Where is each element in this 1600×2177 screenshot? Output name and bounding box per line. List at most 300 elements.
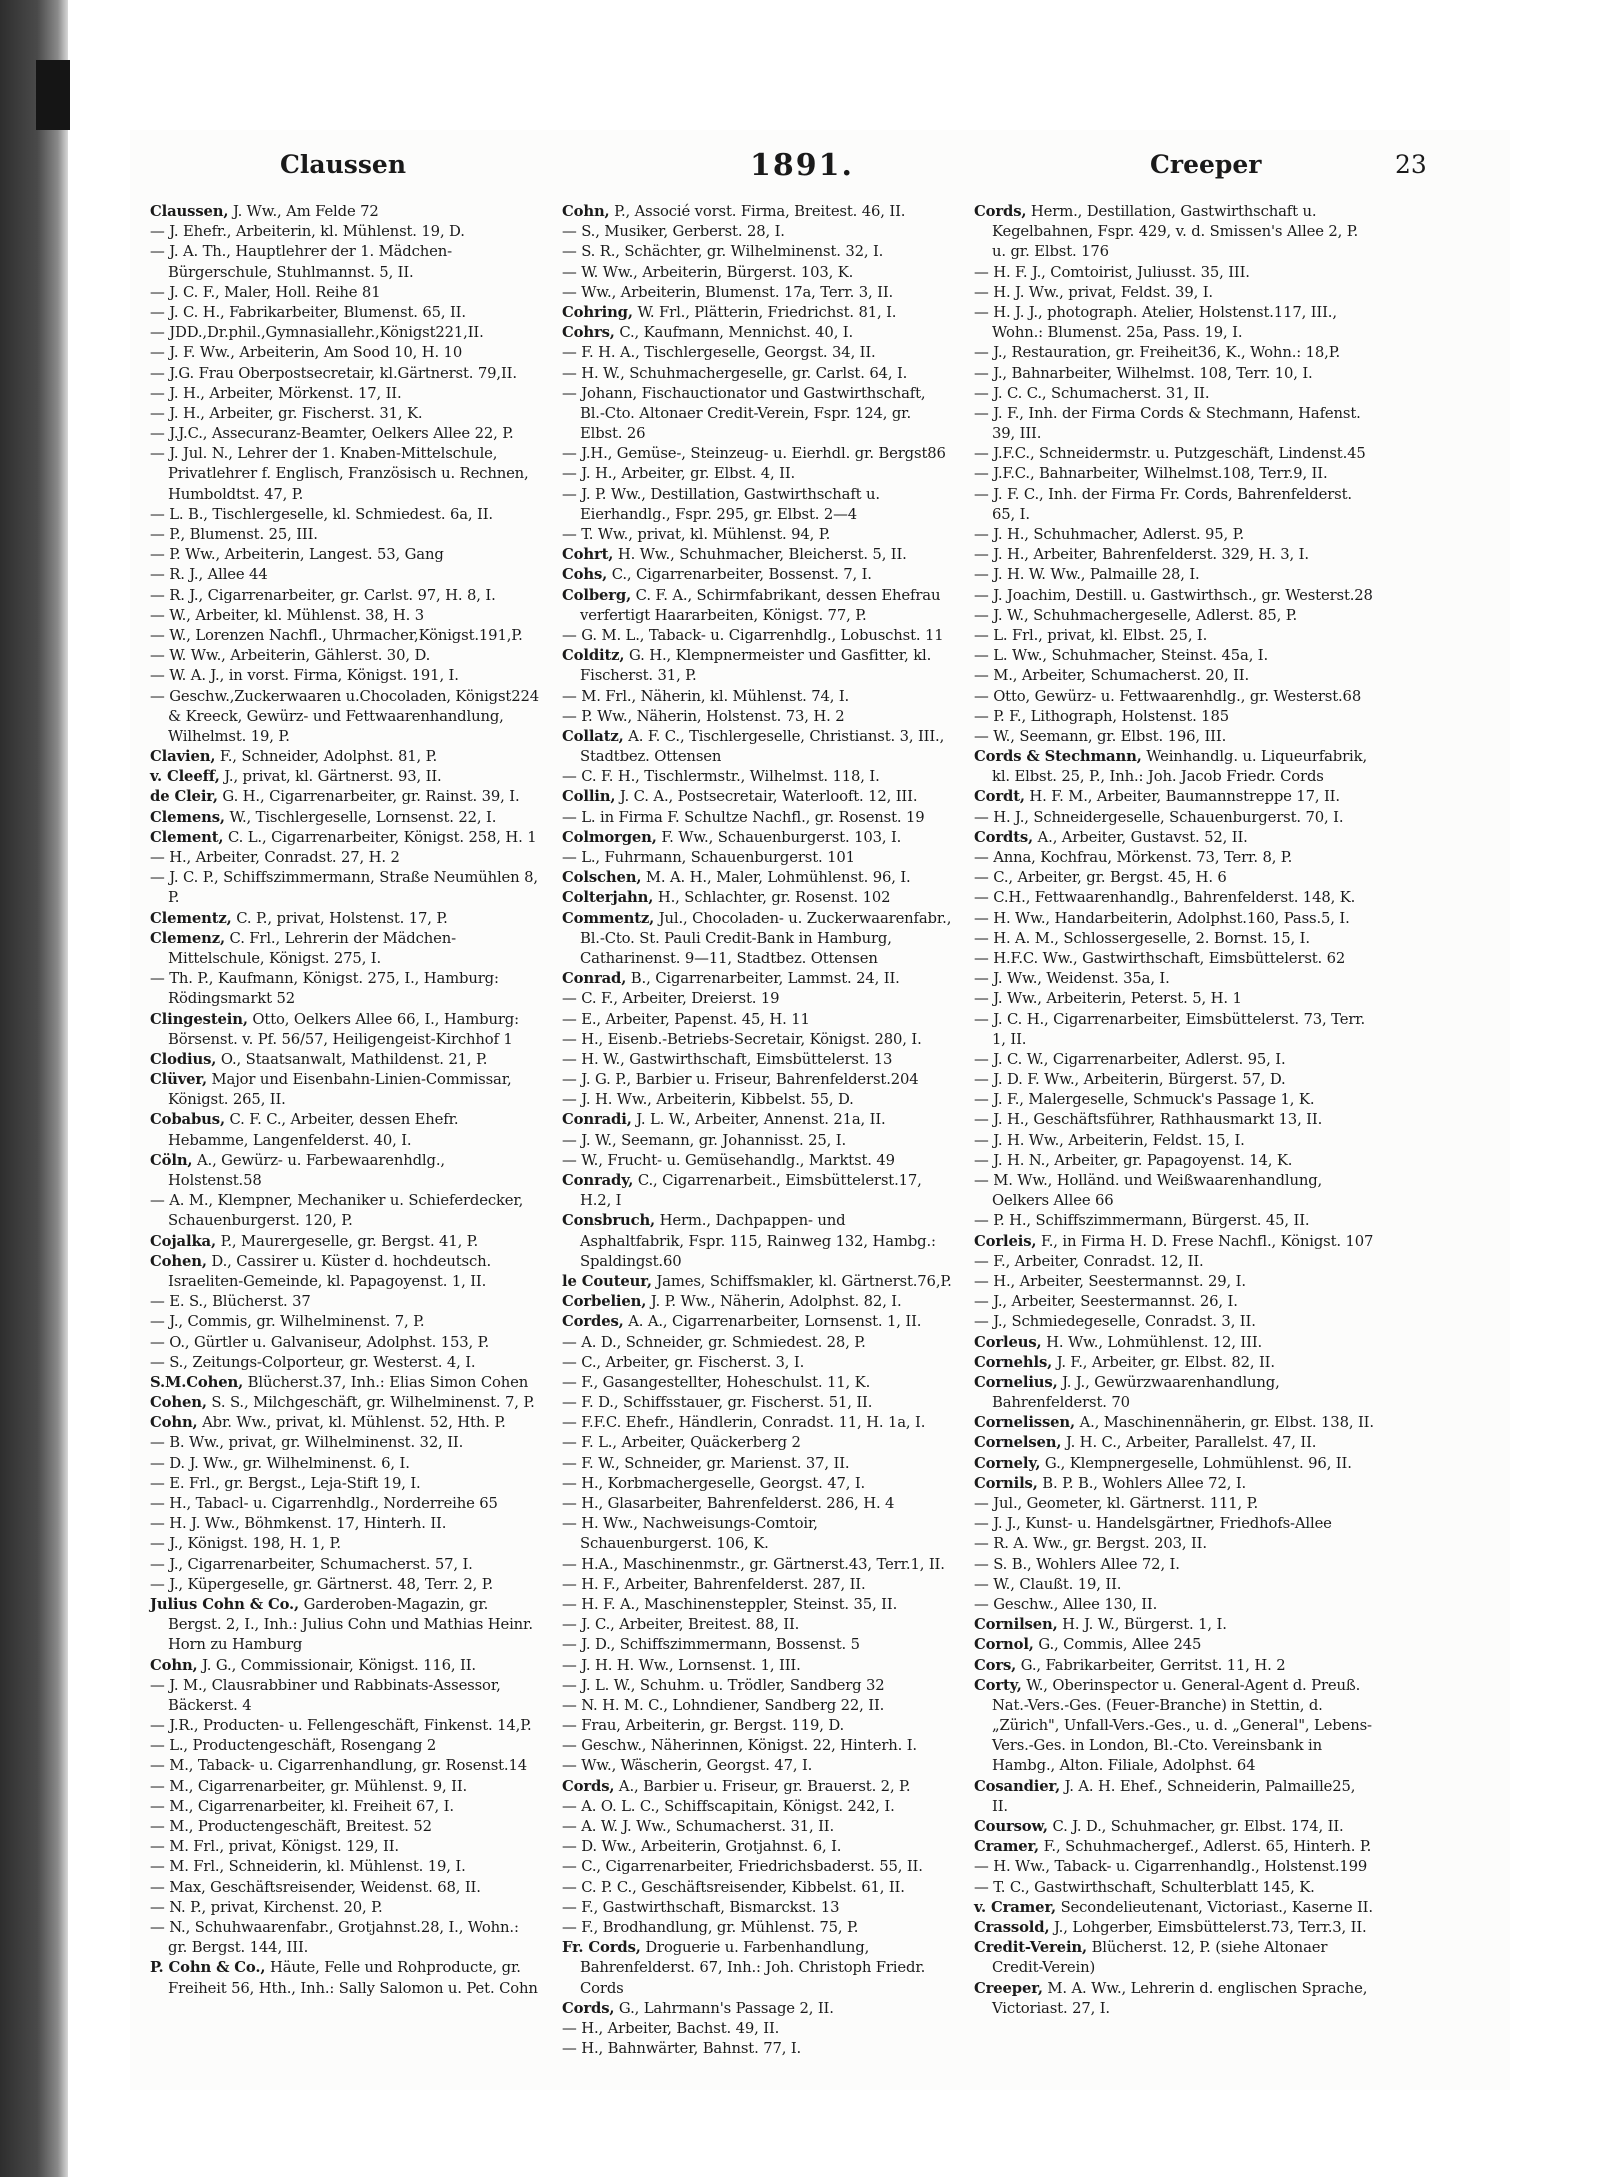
directory-entry — [150, 1676, 540, 1716]
directory-entry — [974, 283, 1374, 303]
entry-name: Cors, — [974, 1656, 1017, 1674]
entry-text: A., Gewürz- u. Farbewaarenhdlg., Holstenst.58 — [168, 1151, 445, 1189]
entry-text: — W., Frucht- u. Gemüsehandlg., Marktst. 49 — [562, 1151, 895, 1169]
directory-entry — [562, 222, 952, 242]
entry-text: — Geschw., Allee 130, II. — [974, 1595, 1158, 1613]
entry-text: — L. Frl., privat, kl. Elbst. 25, I. — [974, 626, 1208, 644]
directory-entry — [150, 1777, 540, 1797]
entry-text: — J. W., Schuhmachergeselle, Adlerst. 85, P. — [974, 606, 1298, 624]
directory-entry — [150, 1413, 540, 1433]
directory-entry — [974, 1413, 1374, 1433]
entry-text: G., Lahrmann's Passage 2, II. — [614, 1999, 834, 2017]
entry-text: — J. H., Arbeiter, gr. Elbst. 4, II. — [562, 465, 796, 483]
directory-entry — [974, 1979, 1374, 2019]
entry-text: G., Fabrikarbeiter, Gerritst. 11, H. 2 — [1016, 1656, 1286, 1674]
directory-entry — [150, 1555, 540, 1575]
entry-text: — A. M., Klempner, Mechaniker u. Schieferdecker, Schauenburgerst. 120, P. — [150, 1192, 524, 1230]
directory-entry — [974, 1534, 1374, 1554]
entry-name: Coursow, — [974, 1818, 1048, 1835]
entry-text: — Ww., Wäscherin, Georgst. 47, I. — [562, 1757, 813, 1775]
entry-text: — J. M., Clausrabbiner und Rabbinats-Assessor, Bäckerst. 4 — [150, 1676, 501, 1714]
directory-entry — [562, 1575, 952, 1595]
directory-entry — [974, 666, 1374, 686]
directory-entry — [562, 1696, 952, 1716]
entry-text: — H. A. M., Schlossergeselle, 2. Bornst. 15, I. — [974, 929, 1310, 947]
entry-text: — J. Ww., Weidenst. 35a, I. — [974, 970, 1170, 988]
entry-text: — Th. P., Kaufmann, Königst. 275, I., Hamburg: Rödingsmarkt 52 — [150, 970, 499, 1008]
entry-text: — J., Commis, gr. Wilhelminenst. 7, P. — [150, 1313, 425, 1331]
directory-entry — [150, 1110, 540, 1150]
directory-entry — [562, 1797, 952, 1817]
entry-text: — J. D. F. Ww., Arbeiterin, Bürgerst. 57, D. — [974, 1071, 1286, 1089]
entry-text: — Frau, Arbeiterin, gr. Bergst. 119, D. — [562, 1717, 845, 1735]
directory-entry — [150, 1918, 540, 1958]
directory-entry — [974, 1494, 1374, 1514]
directory-entry — [562, 1272, 952, 1292]
directory-entry — [974, 545, 1374, 565]
directory-entry — [150, 343, 540, 363]
entry-name: Cornilsen, — [974, 1616, 1058, 1634]
directory-entry — [150, 1656, 540, 1676]
directory-entry — [974, 606, 1374, 626]
entry-text: — Geschw.,Zuckerwaaren u.Chocoladen, Königst224 & Kreeck, Gewürz- und Fettwaarenhandlung, Wilhelmst. 19, P. — [150, 687, 540, 745]
entry-text: C. P., privat, Holstenst. 17, P. — [231, 909, 448, 927]
directory-entry — [974, 888, 1374, 908]
directory-entry — [150, 222, 540, 242]
entry-name: Cojalka, — [150, 1232, 217, 1250]
entry-text: — Jul., Geometer, kl. Gärtnerst. 111, P. — [974, 1495, 1259, 1512]
entry-text: — P. F., Lithograph, Holstenst. 185 — [974, 707, 1229, 725]
directory-entry — [150, 424, 540, 444]
entry-text: Blücherst.37, Inh.: Elias Simon Cohen — [243, 1373, 529, 1391]
directory-entry — [150, 929, 540, 969]
entry-name: Clüver, — [150, 1071, 207, 1089]
directory-entry — [562, 1151, 952, 1171]
entry-text: — J. Jul. N., Lehrer der 1. Knaben-Mittelschule, Privatlehrer f. Englisch, Französisch u. Rechnen, Humboldtst. 47, P. — [150, 445, 529, 503]
entry-name: Cordes, — [562, 1313, 624, 1331]
directory-entry — [562, 1413, 952, 1433]
entry-text: — J. H. W. Ww., Palmaille 28, I. — [974, 566, 1200, 584]
entry-text: — J. F., Inh. der Firma Cords & Stechmann, Hafenst. 39, III. — [974, 404, 1361, 443]
directory-entry — [562, 1494, 952, 1514]
entry-text: F., Schuhmachergef., Adlerst. 65, Hinterh. P. — [1039, 1838, 1372, 1856]
entry-text: Major und Eisenbahn-Linien-Commissar, Königst. 265, II. — [168, 1071, 512, 1109]
entry-text: J. C. A., Postsecretair, Waterlooft. 12, III. — [615, 788, 918, 806]
directory-entry — [974, 1817, 1374, 1837]
entry-text: H. Ww., Lohmühlenst. 12, III. — [1041, 1333, 1263, 1351]
directory-entry — [974, 1353, 1374, 1373]
directory-entry — [974, 404, 1374, 444]
entry-text: D., Cassirer u. Küster d. hochdeutsch. Israeliten-Gemeinde, kl. Papagoyenst. 1, II. — [168, 1252, 492, 1290]
entry-text: — W., Seemann, gr. Elbst. 196, III. — [974, 727, 1227, 745]
entry-name: Clementz, — [150, 909, 232, 927]
directory-entry — [562, 848, 952, 868]
entry-name: Cohring, — [562, 303, 633, 321]
entry-name: Credit-Verein, — [974, 1939, 1088, 1957]
entry-text: — F. H. A., Tischlergeselle, Georgst. 34, II. — [562, 344, 876, 362]
directory-entry — [974, 1050, 1374, 1070]
directory-entry — [974, 1635, 1374, 1655]
entry-name: Corleis, — [974, 1232, 1037, 1250]
entry-name: Cramer, — [974, 1838, 1040, 1856]
entry-text: — M., Cigarrenarbeiter, kl. Freiheit 67, I. — [150, 1797, 454, 1815]
entry-text: — J. C. W., Cigarrenarbeiter, Adlerst. 95, I. — [974, 1050, 1286, 1068]
entry-text: — P. Ww., Arbeiterin, Langest. 53, Gang — [150, 546, 444, 564]
entry-text: — W. Ww., Arbeiterin, Bürgerst. 103, K. — [562, 263, 854, 281]
entry-text: W., Oberinspector u. General-Agent d. Preuß. Nat.-Vers.-Ges. (Feuer-Branche) in Stettin, d. „Zürich", Unfall-Vers.-Ges., u. d. „General", Lebens-Vers.-Ges. in London, Bl.-Cto. Vereinsbank in Hambg., Alton. Filiale, Adolphst. 64 — [992, 1676, 1372, 1775]
entry-text: — J. L. W., Schuhm. u. Trödler, Sandberg 32 — [562, 1676, 885, 1694]
directory-entry — [974, 949, 1374, 969]
directory-entry — [562, 1736, 952, 1756]
entry-name: Cornelsen, — [974, 1434, 1062, 1452]
directory-entry — [150, 666, 540, 686]
directory-entry — [150, 1312, 540, 1332]
entry-name: Clement, — [150, 828, 224, 846]
directory-entry — [974, 909, 1374, 929]
entry-text: C. Frl., Lehrerin der Mädchen-Mittelschule, Königst. 275, I. — [168, 929, 456, 967]
entry-text: — H. Ww., Nachweisungs-Comtoir, Schauenburgerst. 106, K. — [562, 1515, 818, 1553]
column-3 — [974, 202, 1374, 2019]
directory-entry — [562, 1070, 952, 1090]
directory-entry — [974, 1575, 1374, 1595]
entry-name: Cobabus, — [150, 1111, 225, 1129]
directory-entry — [150, 1514, 540, 1534]
entry-text: Jul., Chocoladen- u. Zuckerwaarenfabr., Bl.-Cto. St. Pauli Credit-Bank in Hamburg, Catharinenst. 9—11, Stadtbez. Ottensen — [580, 909, 952, 967]
entry-text: — M., Productengeschäft, Breitest. 52 — [150, 1818, 432, 1835]
directory-entry — [974, 525, 1374, 545]
directory-entry — [562, 1050, 952, 1070]
directory-entry — [562, 707, 952, 727]
entry-name: Crassold, — [974, 1918, 1050, 1936]
entry-text: A. F. C., Tischlergeselle, Christianst. 3, III., Stadtbez. Ottensen — [580, 727, 945, 766]
directory-entry — [974, 565, 1374, 585]
entry-text: — M., Arbeiter, Schumacherst. 20, II. — [974, 667, 1250, 685]
directory-entry — [150, 202, 540, 222]
directory-entry — [150, 1898, 540, 1918]
directory-entry — [150, 1333, 540, 1353]
directory-entry — [562, 727, 952, 767]
entry-name: Creeper, — [974, 1979, 1043, 1997]
directory-entry — [562, 1010, 952, 1030]
entry-text: — M. Ww., Holländ. und Weißwaarenhandlung, Oelkers Allee 66 — [974, 1172, 1323, 1210]
directory-entry — [150, 303, 540, 323]
directory-entry — [974, 727, 1374, 747]
entry-name: de Cleir, — [150, 788, 218, 806]
entry-text: — S. B., Wohlers Allee 72, I. — [974, 1555, 1180, 1573]
directory-entry — [562, 1393, 952, 1413]
entry-text: B., Cigarrenarbeiter, Lammst. 24, II. — [626, 970, 900, 988]
page-header — [150, 150, 1480, 190]
entry-text: — H. Ww., Handarbeiterin, Adolphst.160, Pass.5, I. — [974, 909, 1350, 927]
directory-entry — [562, 464, 952, 484]
entry-name: Clingestein, — [150, 1010, 248, 1028]
entry-name: Conrad, — [562, 970, 627, 988]
entry-name: Cohs, — [562, 566, 608, 584]
directory-entry — [150, 1575, 540, 1595]
directory-entry — [562, 969, 952, 989]
entry-text: — J. C. P., Schiffszimmermann, Straße Neumühlen 8, P. — [150, 869, 538, 907]
directory-entry — [150, 323, 540, 343]
directory-entry — [150, 404, 540, 424]
entry-text: — J. J., Kunst- u. Handelsgärtner, Friedhofs-Allee — [974, 1515, 1332, 1533]
directory-entry — [974, 1938, 1374, 1978]
entry-name: Cords, — [974, 203, 1027, 220]
directory-entry — [562, 384, 952, 445]
entry-name: Cords & Stechmann, — [974, 748, 1142, 766]
directory-entry — [562, 364, 952, 384]
entry-name: Colterjahn, — [562, 889, 654, 907]
directory-entry — [562, 1716, 952, 1736]
entry-name: Corty, — [974, 1676, 1022, 1694]
entry-text: — M. Frl., Schneiderin, kl. Mühlenst. 19, I. — [150, 1858, 466, 1876]
entry-text: — J.J.C., Assecuranz-Beamter, Oelkers Allee 22, P. — [150, 425, 514, 443]
directory-entry — [150, 283, 540, 303]
entry-text: — O., Gürtler u. Galvaniseur, Adolphst. 153, P. — [150, 1333, 490, 1351]
directory-entry — [974, 202, 1374, 263]
entry-text: — W., Lorenzen Nachfl., Uhrmacher,Königst.191,P. — [150, 626, 523, 644]
entry-text: — J. F., Malergeselle, Schmuck's Passage 1, K. — [974, 1091, 1315, 1109]
entry-text: — C. F., Arbeiter, Dreierst. 19 — [562, 990, 780, 1008]
entry-text: — E., Arbeiter, Papenst. 45, H. 11 — [562, 1010, 810, 1028]
entry-text: — JDD.,Dr.phil.,Gymnasiallehr.,Königst221,II. — [150, 324, 484, 342]
entry-name: Collatz, — [562, 727, 624, 745]
entry-text: — N. H. M. C., Lohndiener, Sandberg 22, II. — [562, 1696, 885, 1714]
column-2 — [562, 202, 952, 2059]
directory-entry — [974, 1333, 1374, 1353]
entry-text: — H. W., Gastwirthschaft, Eimsbüttelerst. 13 — [562, 1050, 893, 1068]
entry-name: Cohrt, — [562, 546, 614, 564]
entry-text: — T. C., Gastwirthschaft, Schulterblatt 145, K. — [974, 1878, 1315, 1896]
directory-entry — [562, 787, 952, 807]
entry-text: H., Schlachter, gr. Rosenst. 102 — [653, 889, 891, 907]
directory-entry — [974, 969, 1374, 989]
directory-entry — [562, 1030, 952, 1050]
entry-text: — F. D., Schiffsstauer, gr. Fischerst. 51, II. — [562, 1394, 873, 1412]
entry-text: — H., Glasarbeiter, Bahrenfelderst. 286, H. 4 — [562, 1495, 895, 1512]
directory-entry — [562, 1171, 952, 1211]
entry-text: — J. C., Arbeiter, Breitest. 88, II. — [562, 1616, 800, 1634]
directory-entry — [150, 808, 540, 828]
entry-text: — P. Ww., Näherin, Holstenst. 73, H. 2 — [562, 707, 845, 725]
directory-entry — [150, 505, 540, 525]
entry-text: — H. F. J., Comtoirist, Juliusst. 35, III. — [974, 263, 1250, 281]
directory-entry — [562, 1110, 952, 1130]
entry-text: — J., Schmiedegeselle, Conradst. 3, II. — [974, 1313, 1256, 1331]
directory-entry — [150, 444, 540, 505]
directory-entry — [562, 1656, 952, 1676]
directory-entry — [562, 1474, 952, 1494]
directory-entry — [562, 1635, 952, 1655]
directory-entry — [150, 1292, 540, 1312]
entry-text: — C.H., Fettwaarenhandlg., Bahrenfelderst. 148, K. — [974, 889, 1356, 907]
directory-entry — [150, 1433, 540, 1453]
entry-text: — F. L., Arbeiter, Quäckerberg 2 — [562, 1434, 801, 1452]
entry-text: — H.A., Maschinenmstr., gr. Gärtnerst.43, Terr.1, II. — [562, 1555, 945, 1573]
entry-text: Otto, Oelkers Allee 66, I., Hamburg: Börsenst. v. Pf. 56/57, Heiligengeist-Kirchhof 1 — [168, 1010, 519, 1048]
directory-entry — [562, 1131, 952, 1151]
directory-entry — [150, 1010, 540, 1050]
directory-entry — [562, 1353, 952, 1373]
directory-entry — [974, 364, 1374, 384]
directory-entry — [150, 909, 540, 929]
directory-entry — [974, 1615, 1374, 1635]
directory-entry — [150, 1736, 540, 1756]
entry-text: — H. J., Schneidergeselle, Schauenburgerst. 70, I. — [974, 808, 1344, 826]
entry-text: H. F. M., Arbeiter, Baumannstreppe 17, II. — [1024, 788, 1340, 806]
entry-text: — M., Cigarrenarbeiter, gr. Mühlenst. 9, II. — [150, 1777, 468, 1795]
entry-text: — J. H., Arbeiter, gr. Fischerst. 31, K. — [150, 404, 423, 422]
entry-text: — J. H., Schuhmacher, Adlerst. 95, P. — [974, 526, 1245, 543]
directory-entry — [562, 1595, 952, 1615]
directory-entry — [150, 1232, 540, 1252]
directory-entry — [150, 1716, 540, 1736]
directory-entry — [562, 1938, 952, 1999]
directory-entry — [974, 989, 1374, 1009]
entry-text: — L., Productengeschäft, Rosengang 2 — [150, 1737, 437, 1755]
entry-text: F., Schneider, Adolphst. 81, P. — [215, 748, 438, 766]
entry-text: — J., Bahnarbeiter, Wilhelmst. 108, Terr. 10, I. — [974, 364, 1313, 382]
entry-text: — J. H. Ww., Arbeiterin, Kibbelst. 55, D. — [562, 1091, 854, 1109]
directory-entry — [974, 1433, 1374, 1453]
directory-entry — [974, 1898, 1374, 1918]
directory-entry — [974, 1454, 1374, 1474]
entry-text: — J. H., Arbeiter, Mörkenst. 17, II. — [150, 384, 402, 402]
scan-edge — [0, 0, 68, 2177]
entry-text: — L. in Firma F. Schultze Nachfl., gr. Rosenst. 19 — [562, 808, 925, 826]
directory-entry — [562, 485, 952, 525]
entry-text: C. L., Cigarrenarbeiter, Königst. 258, H. 1 — [223, 828, 537, 846]
directory-entry — [974, 1595, 1374, 1615]
directory-entry — [974, 1151, 1374, 1171]
entry-text: — S., Zeitungs-Colporteur, gr. Westerst. 4, I. — [150, 1353, 476, 1371]
entry-text: J. G., Commissionair, Königst. 116, II. — [197, 1656, 476, 1674]
directory-entry — [150, 1454, 540, 1474]
directory-entry — [974, 1312, 1374, 1332]
entry-name: Fr. Cords, — [562, 1939, 641, 1957]
directory-entry — [974, 1252, 1374, 1272]
header-left-word: Claussen — [280, 150, 407, 179]
entry-text: — C. P. C., Geschäftsreisender, Kibbelst. 61, II. — [562, 1878, 905, 1896]
directory-entry — [974, 1232, 1374, 1252]
entry-text: — J. H., Arbeiter, Bahrenfelderst. 329, H. 3, I. — [974, 546, 1309, 564]
entry-text: — R. A. Ww., gr. Bergst. 203, II. — [974, 1535, 1207, 1553]
entry-text: — H. Ww., Taback- u. Cigarrenhandlg., Holstenst.199 — [974, 1858, 1368, 1876]
entry-text: — F., Brodhandlung, gr. Mühlenst. 75, P. — [562, 1918, 859, 1936]
entry-text: W. Frl., Plätterin, Friedrichst. 81, I. — [632, 303, 897, 321]
entry-text: — J.F.C., Bahnarbeiter, Wilhelmst.108, Terr.9, II. — [974, 465, 1328, 483]
directory-entry — [974, 1110, 1374, 1130]
directory-entry — [562, 1333, 952, 1353]
directory-entry — [974, 1474, 1374, 1494]
directory-entry — [562, 1373, 952, 1393]
directory-entry — [974, 707, 1374, 727]
directory-entry — [150, 586, 540, 606]
entry-text: J. H. C., Arbeiter, Parallelst. 47, II. — [1061, 1434, 1317, 1452]
entry-text: — H. F., Arbeiter, Bahrenfelderst. 287, II. — [562, 1575, 866, 1593]
directory-entry — [562, 626, 952, 646]
directory-entry — [562, 202, 952, 222]
entry-text: — H. F. A., Maschinensteppler, Steinst. 35, II. — [562, 1595, 898, 1613]
entry-text: — M., Taback- u. Cigarrenhandlung, gr. Rosenst.14 — [150, 1757, 528, 1775]
entry-text: — J. Ww., Arbeiterin, Peterst. 5, H. 1 — [974, 990, 1242, 1008]
directory-entry — [562, 263, 952, 283]
entry-text: James, Schiffsmakler, kl. Gärtnerst.76,P. — [651, 1272, 952, 1290]
entry-name: Consbruch, — [562, 1212, 656, 1230]
entry-text: — T. Ww., privat, kl. Mühlenst. 94, P. — [562, 526, 831, 543]
entry-text: — L., Fuhrmann, Schauenburgerst. 101 — [562, 849, 855, 866]
entry-text: — Geschw., Näherinnen, Königst. 22, Hinterh. I. — [562, 1737, 917, 1755]
directory-entry — [562, 1837, 952, 1857]
directory-entry — [562, 1514, 952, 1554]
directory-entry — [974, 929, 1374, 949]
directory-entry — [974, 808, 1374, 828]
entry-name: Cohn, — [150, 1656, 198, 1674]
entry-text: B. P. B., Wohlers Allee 72, I. — [1037, 1474, 1247, 1492]
directory-entry — [150, 787, 540, 807]
directory-entry — [562, 646, 952, 686]
entry-name: Cornely, — [974, 1454, 1041, 1472]
directory-entry — [974, 1131, 1374, 1151]
entry-text: — M. Frl., privat, Königst. 129, II. — [150, 1838, 399, 1856]
directory-entry — [974, 1777, 1374, 1817]
directory-entry — [562, 242, 952, 262]
directory-entry — [150, 1837, 540, 1857]
entry-text: C. F. C., Arbeiter, dessen Ehefr. Hebamme, Langenfelderst. 40, I. — [168, 1111, 459, 1149]
entry-text: — S. R., Schächter, gr. Wilhelminenst. 32, I. — [562, 243, 884, 261]
directory-entry — [562, 343, 952, 363]
entry-text: Droguerie u. Farbenhandlung, Bahrenfelderst. 67, Inh.: Joh. Christoph Friedr. Cords — [580, 1939, 926, 1997]
entry-name: Cosandier, — [974, 1777, 1061, 1795]
entry-text: — J. F. Ww., Arbeiterin, Am Sood 10, H. 10 — [150, 344, 463, 362]
directory-entry — [974, 1010, 1374, 1050]
entry-text: — J. D., Schiffszimmermann, Bossenst. 5 — [562, 1636, 860, 1654]
entry-text: G., Commis, Allee 245 — [1033, 1636, 1202, 1654]
entry-text: — W., Claußt. 19, II. — [974, 1575, 1122, 1593]
entry-name: Clemens, — [150, 808, 225, 826]
entry-name: Clavien, — [150, 748, 216, 766]
entry-text: — P. H., Schiffszimmermann, Bürgerst. 45, II. — [974, 1212, 1310, 1230]
entry-name: S.M.Cohen, — [150, 1373, 244, 1391]
entry-text: — F., Gasangestellter, Hoheschulst. 11, K. — [562, 1373, 871, 1391]
directory-entry — [150, 1494, 540, 1514]
entry-text: — S., Musiker, Gerberst. 28, I. — [562, 223, 785, 241]
entry-text: — H.F.C. Ww., Gastwirthschaft, Eimsbüttelerst. 62 — [974, 949, 1346, 967]
directory-entry — [150, 1797, 540, 1817]
directory-entry — [562, 444, 952, 464]
entry-text: — J. C. C., Schumacherst. 31, II. — [974, 384, 1210, 402]
entry-text: — J., Cigarrenarbeiter, Schumacherst. 57, I. — [150, 1555, 473, 1573]
entry-name: Claussen, — [150, 203, 229, 220]
directory-entry — [150, 767, 540, 787]
directory-entry — [150, 868, 540, 908]
directory-entry — [974, 687, 1374, 707]
directory-entry — [150, 384, 540, 404]
directory-entry — [150, 565, 540, 585]
directory-entry — [974, 263, 1374, 283]
entry-name: Cordts, — [974, 828, 1034, 846]
directory-entry — [562, 767, 952, 787]
directory-entry — [974, 1676, 1374, 1777]
directory-entry — [150, 848, 540, 868]
entry-text: F. Ww., Schauenburgerst. 103, I. — [656, 828, 902, 846]
entry-text: — Anna, Kochfrau, Mörkenst. 73, Terr. 8, P. — [974, 849, 1293, 866]
directory-entry — [562, 1898, 952, 1918]
entry-text: — M. Frl., Näherin, kl. Mühlenst. 74, I. — [562, 687, 850, 705]
entry-text: J., Lohgerber, Eimsbüttelerst.73, Terr.3, II. — [1049, 1918, 1367, 1936]
header-right-word: Creeper — [1150, 150, 1262, 179]
entry-text: — D. Ww., Arbeiterin, Grotjahnst. 6, I. — [562, 1838, 842, 1856]
directory-entry — [562, 1756, 952, 1776]
